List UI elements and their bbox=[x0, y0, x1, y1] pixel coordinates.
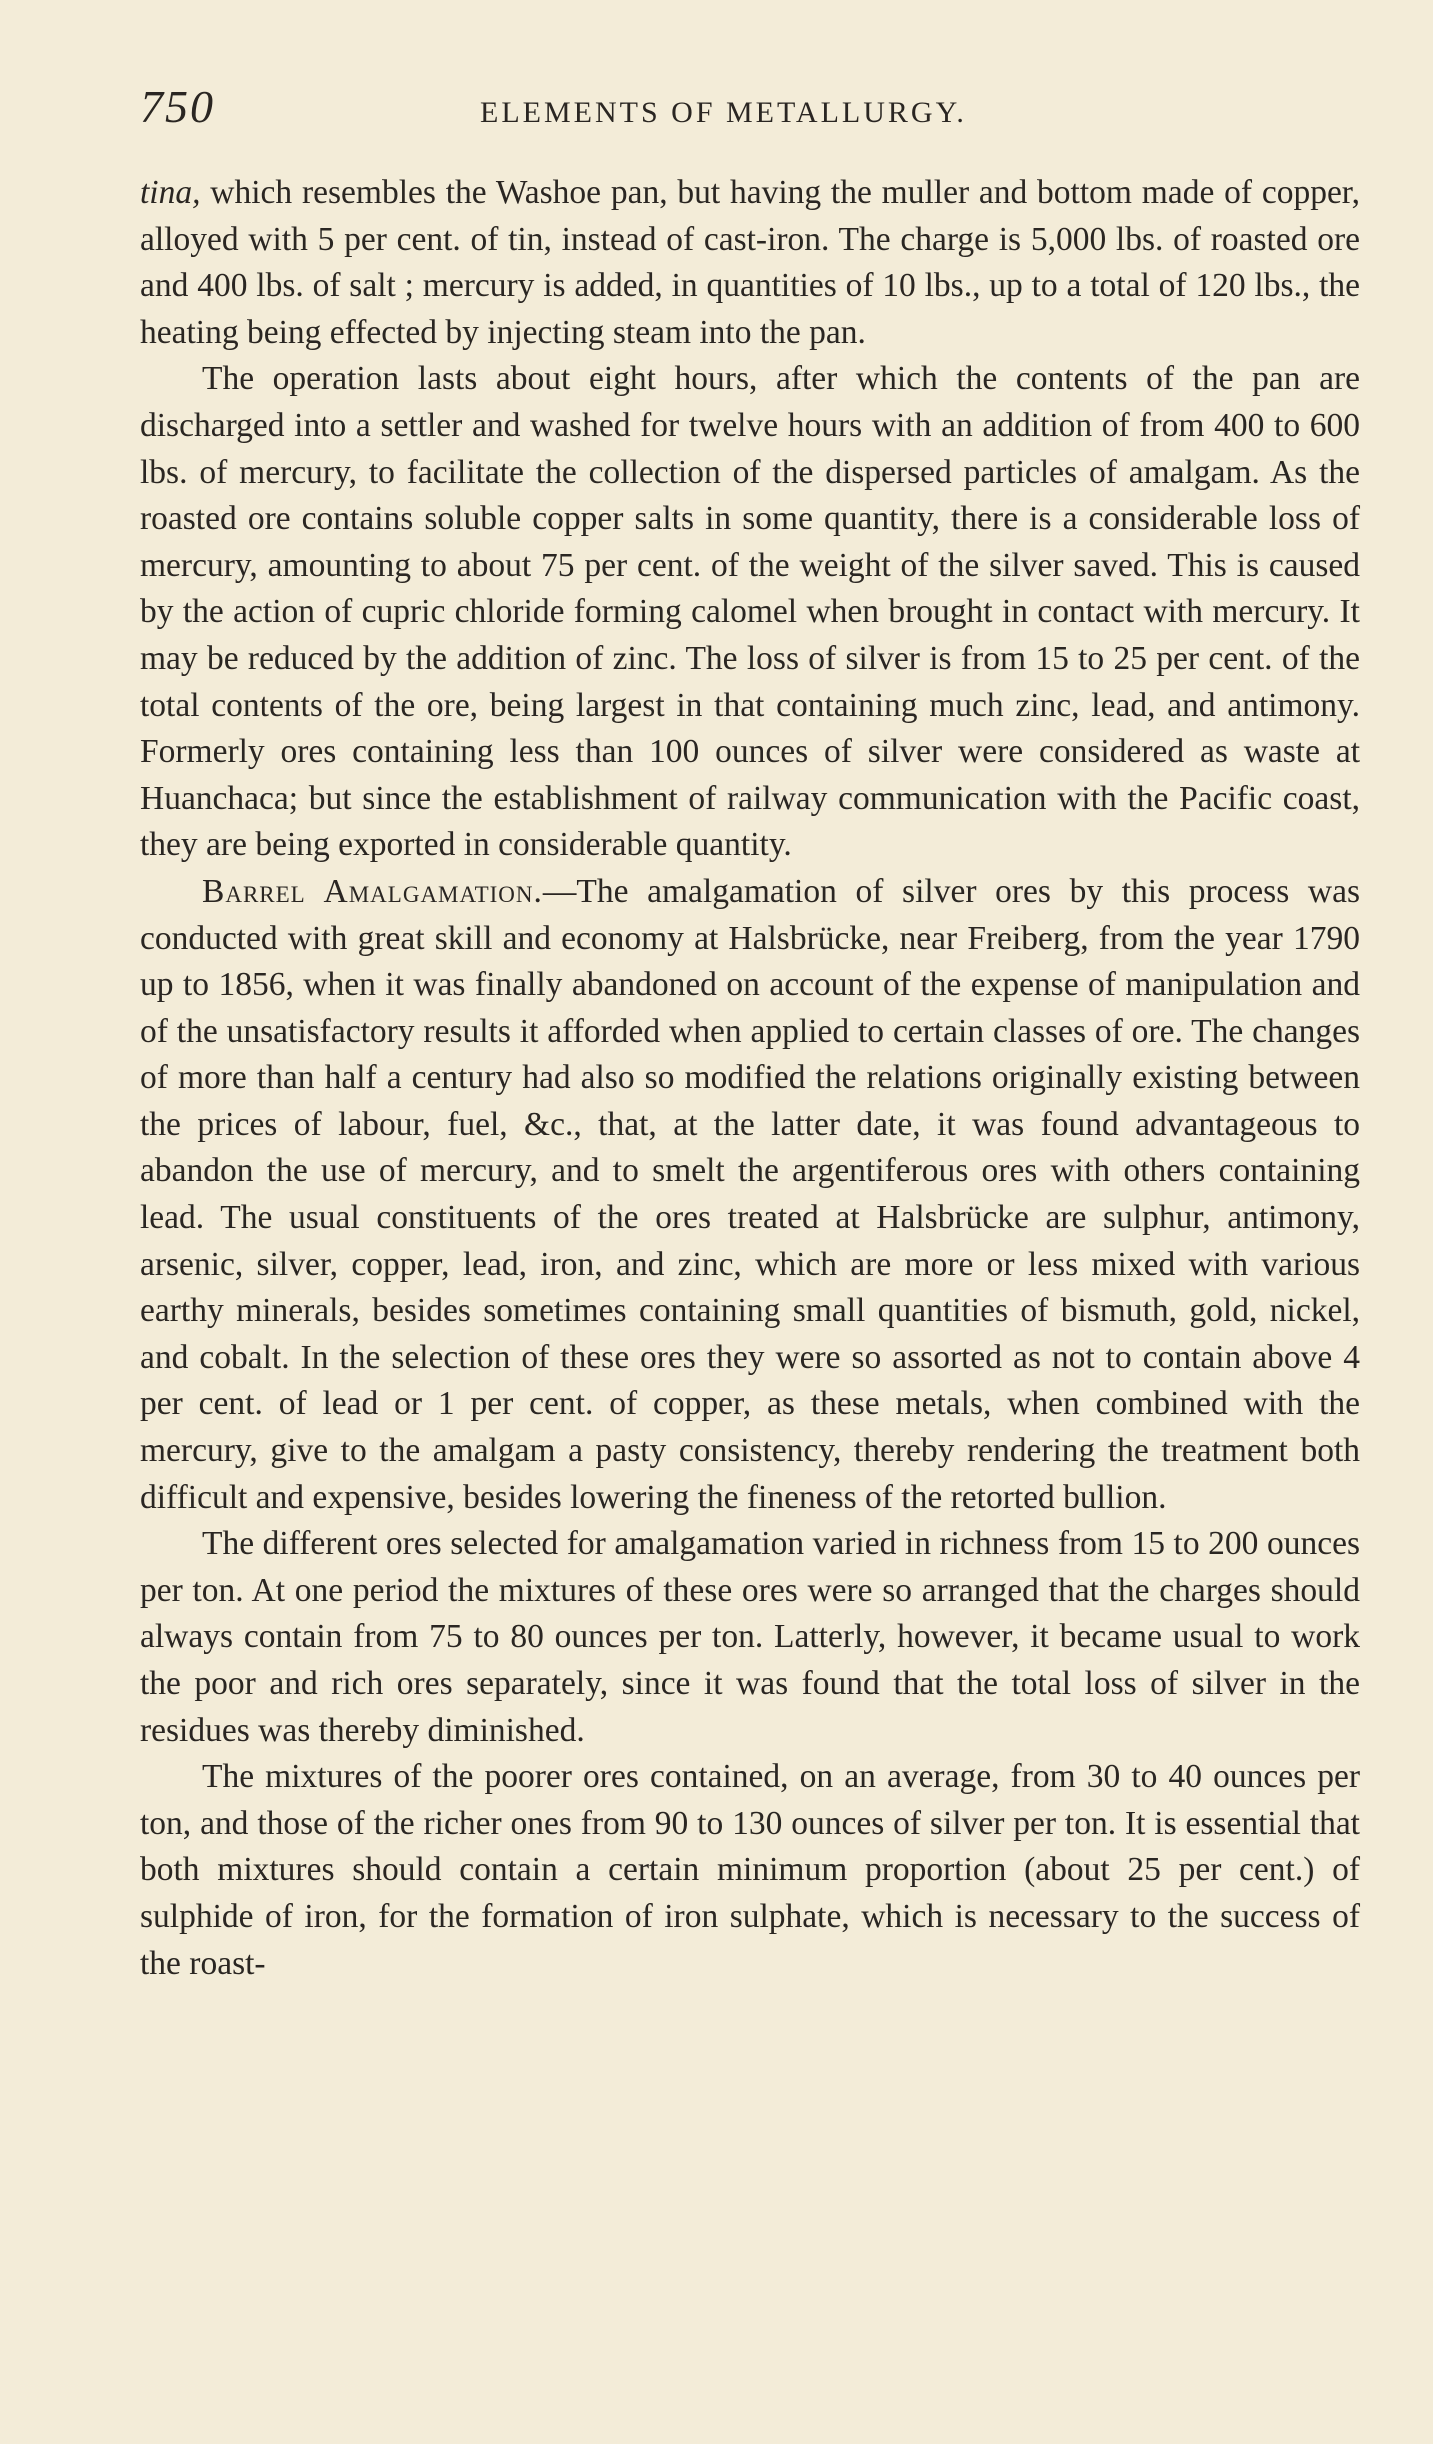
paragraph-2: The operation lasts about eight hours, after which the contents of the pan are discharged into a settler and washed for twelve hours with an addition of from 400 to 600 lbs. of mercury, to facilitate the collection of the dispersed particles of amalgam. As the roasted ore contains soluble copper salts in some quantity, there is a considerable loss of mercury, amounting to about 75 per cent. of the weight of the silver saved. This is caused by the action of cupric chloride forming calomel when brought in contact with mercury. It may be reduced by the addition of zinc. The loss of silver is from 15 to 25 per cent. of the total contents of the ore, being largest in that containing much zinc, lead, and antimony. Formerly ores containing less than 100 ounces of silver were considered as waste at Huanchaca; but since the establishment of railway communication with the Pacific coast, they are being exported in considerable quantity. bbox=[140, 360, 1360, 864]
paragraph-4: The different ores selected for amalgamation varied in richness from 15 to 200 ounces per ton. At one period the mixtures of these ores were so arranged that the charges should always contain from 75 to 80 ounces per ton. Latterly, however, it became usual to work the poor and rich ores separately, since it was found that the total loss of silver in the residues was thereby diminished. bbox=[140, 1525, 1360, 1749]
paragraph-1 bbox=[140, 170, 1360, 356]
book-page bbox=[140, 80, 1360, 1987]
paragraph-5: The mixtures of the poorer ores contained, on an average, from 30 to 40 ounces per ton, and those of the richer ones from 90 to 130 ounces of silver per ton. It is essential that both mixtures should contain a certain minimum proportion (about 25 per cent.) of sulphide of iron, for the formation of iron sulphate, which is necessary to the success of the roast- bbox=[140, 1758, 1360, 1982]
paragraph-3-text: —The amalgamation of silver ores by this process was conducted with great skill and economy at Halsbrücke, near Freiberg, from the year 1790 up to 1856, when it was finally abandoned on account of the expense of manipulation and of the unsatisfactory results it afforded when applied to certain classes of ore. The changes of more than half a century had also so modified the relations originally existing between the prices of labour, fuel, &c., that, at the latter date, it was found advantageous to abandon the use of mercury, and to smelt the argentiferous ores with others containing lead. The usual constituents of the ores treated at Halsbrücke are sulphur, antimony, arsenic, silver, copper, lead, iron, and zinc, which are more or less mixed with various earthy minerals, besides sometimes containing small quantities of bismuth, gold, nickel, and cobalt. In the selection of these ores they were so assorted as not to contain above 4 per cent. of lead or 1 per cent. of copper, as these metals, when combined with the mercury, give to the amalgam a pasty consistency, thereby rendering the treatment both difficult and expensive, besides lowering the fineness of the retorted bullion. bbox=[140, 872, 1360, 1516]
paragraph-3 bbox=[140, 869, 1360, 1521]
section-heading: Barrel Amalgamation. bbox=[202, 872, 543, 910]
page-header bbox=[140, 80, 1360, 142]
page-number: 750 bbox=[140, 81, 215, 132]
paragraph-1-text: which resembles the Washoe pan, but having the muller and bottom made of copper, alloyed with 5 per cent. of tin, instead of cast-iron. The charge is 5,000 lbs. of roasted ore and 400 lbs. of salt ; mercury is added, in quantities of 10 lbs., up to a total of 120 lbs., the heating being effected by injecting steam into the pan. bbox=[140, 174, 1360, 351]
paragraph-1-lead-italic: tina, bbox=[140, 174, 201, 211]
running-title: ELEMENTS OF METALLURGY. bbox=[480, 96, 967, 129]
